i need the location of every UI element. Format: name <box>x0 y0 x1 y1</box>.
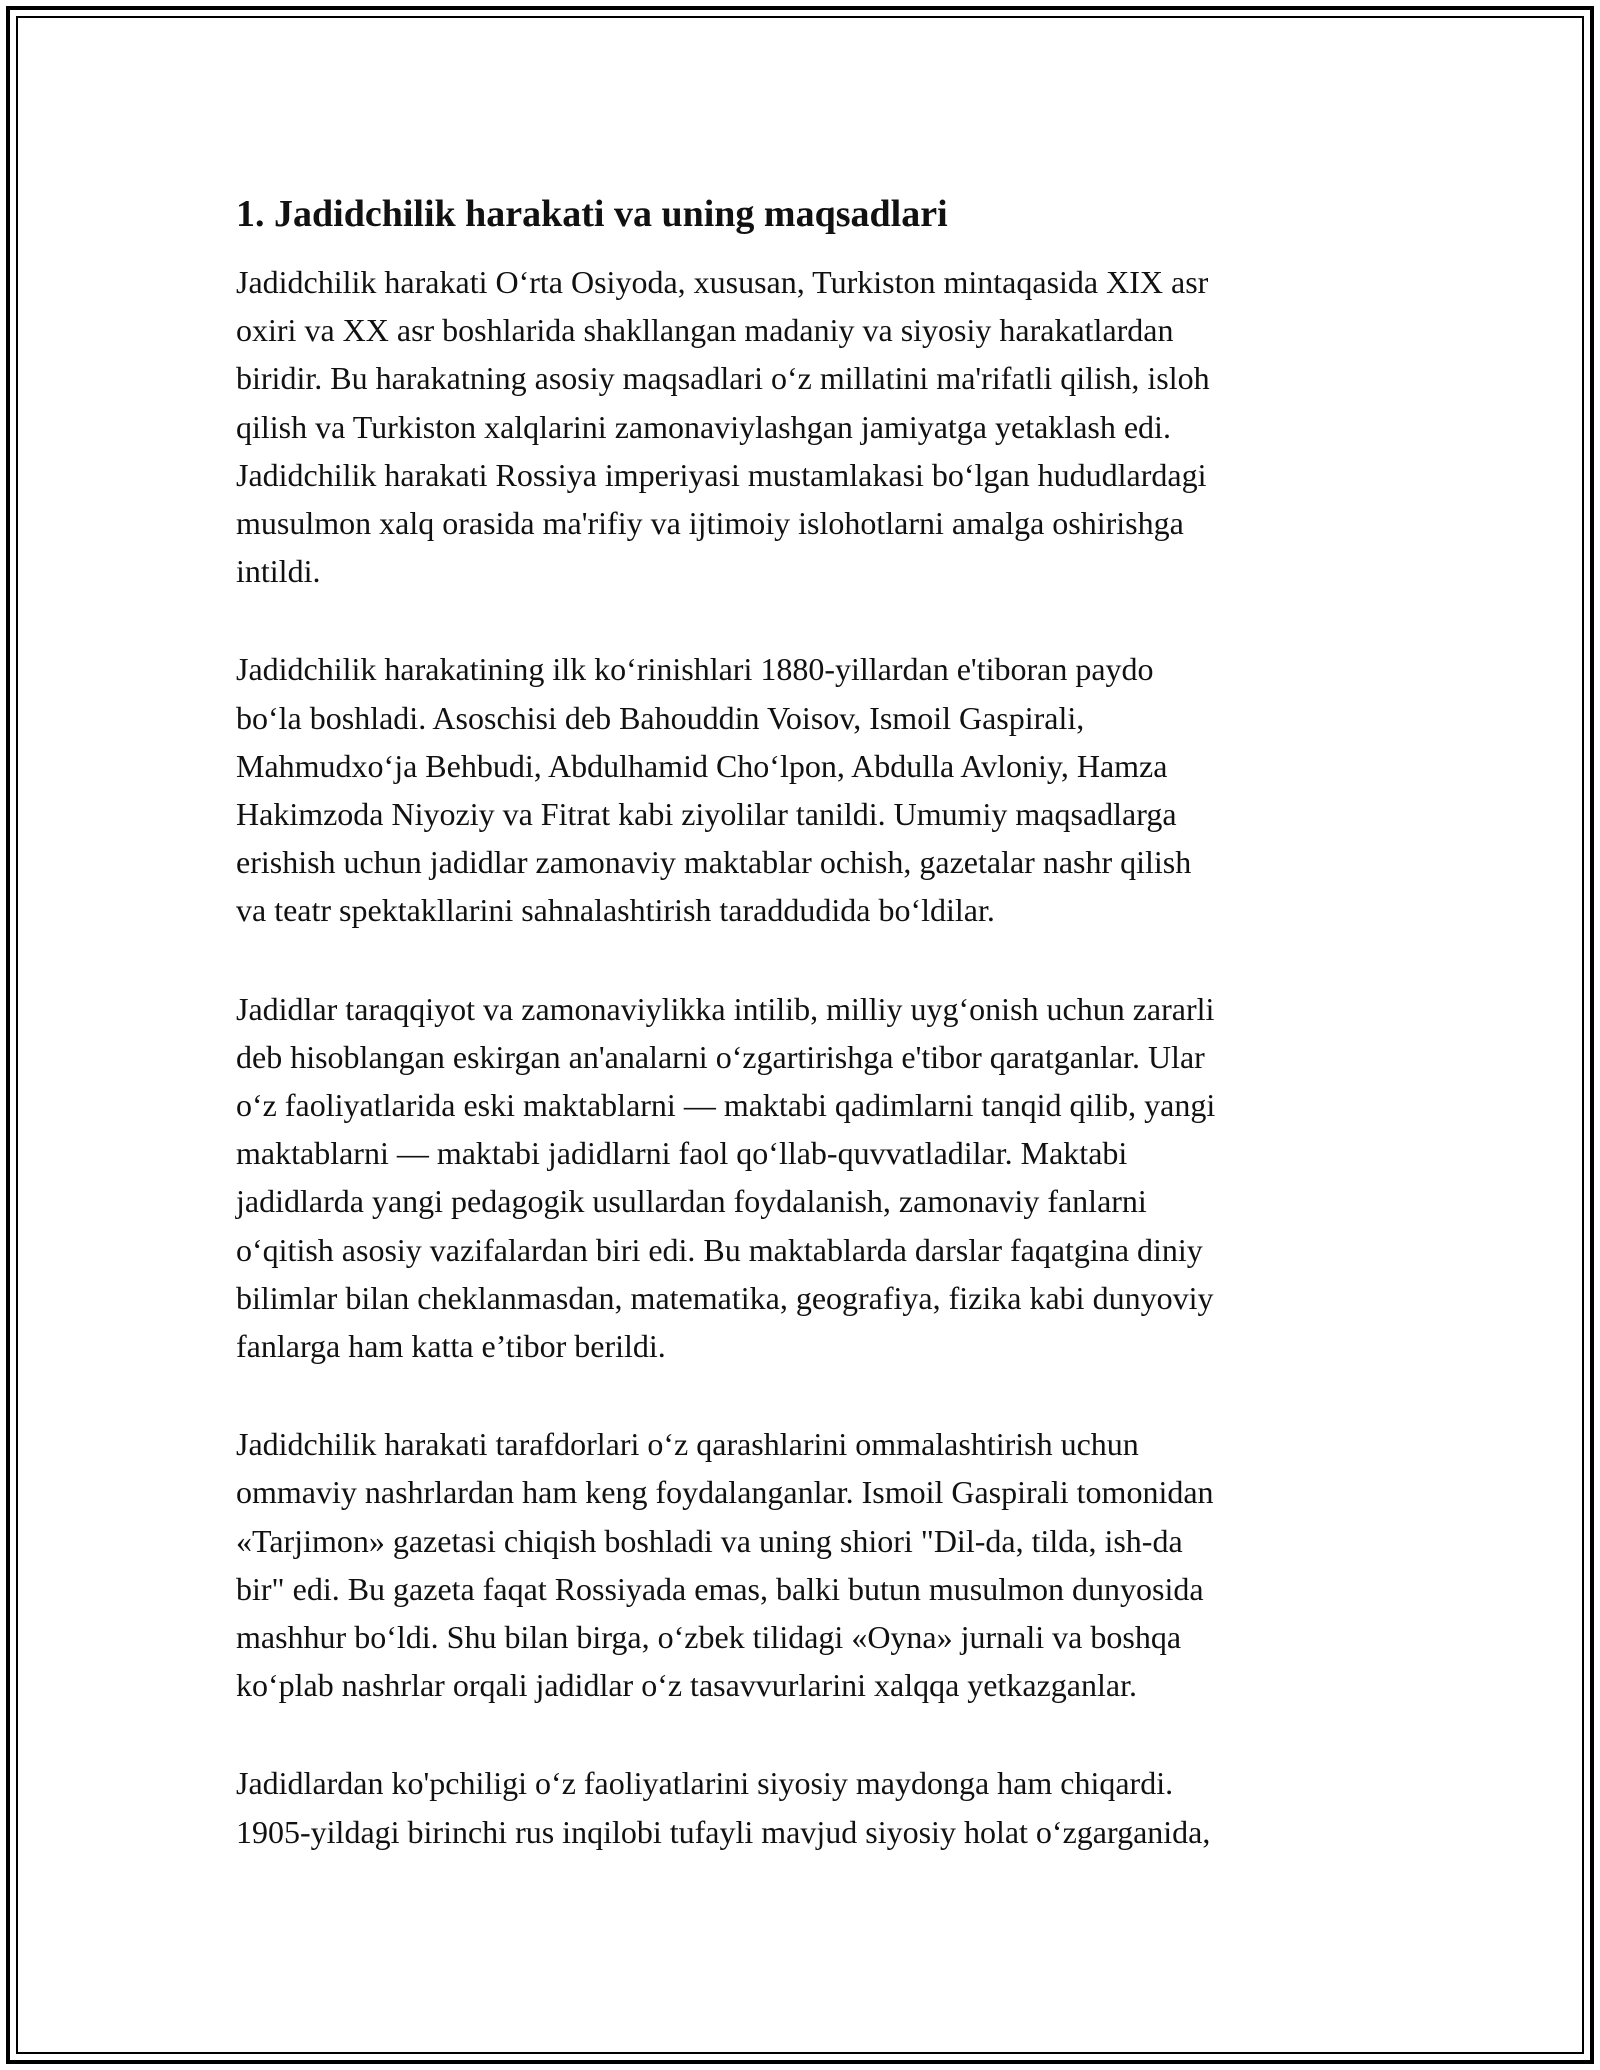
text-line: oxiri va XX asr boshlarida shakllangan madaniy va siyosiy harakatlardan <box>236 312 1174 349</box>
text-line: Jadidchilik harakati O‘rta Osiyoda, xususan, Turkiston mintaqasida XIX asr <box>236 264 1209 300</box>
text-line: deb hisoblangan eskirgan an'analarni o‘zgartirishga e'tibor qaratganlar. Ular <box>236 1038 1205 1075</box>
text-line: qilish va Turkiston xalqlarini zamonaviylashgan jamiyatga yetaklash edi. <box>236 408 1171 445</box>
text-line: jadidlarda yangi pedagogik usullardan foydalanish, zamonaviy fanlarni <box>236 1183 1147 1220</box>
text-line: erishish uchun jadidlar zamonaviy maktablar ochish, gazetalar nashr qilish <box>236 844 1192 881</box>
text-line: Hakimzoda Niyoziy va Fitrat kabi ziyolilar tanildi. Umumiy maqsadlarga <box>236 796 1177 833</box>
text-line: fanlarga ham katta e’tibor berildi. <box>236 1328 666 1365</box>
text-line: 1905-yildagi birinchi rus inqilobi tufayli mavjud siyosiy holat o‘zgarganida, <box>236 1813 1211 1850</box>
text-line: mashhur bo‘ldi. Shu bilan birga, o‘zbek tilidagi «Oyna» jurnali va boshqa <box>236 1619 1182 1656</box>
text-line: Jadidlardan ko'pchiligi o‘z faoliyatlarini siyosiy maydonga ham chiqardi. <box>236 1765 1174 1802</box>
document-body <box>236 188 1356 1906</box>
text-line: Jadidchilik harakati Rossiya imperiyasi mustamlakasi bo‘lgan hududlardagi <box>236 456 1207 493</box>
text-line: «Tarjimon» gazetasi chiqish boshladi va uning shiori "Dil-da, tilda, ish-da <box>236 1522 1183 1559</box>
text-line: musulmon xalq orasida ma'rifiy va ijtimoiy islohotlarni amalga oshirishga <box>236 505 1184 542</box>
text-line: Jadidlar taraqqiyot va zamonaviylikka intilib, milliy uyg‘onish uchun zararli <box>236 990 1215 1027</box>
paragraph-2 <box>236 645 1356 934</box>
text-line: bilimlar bilan cheklanmasdan, matematika, geografiya, fizika kabi dunyoviy <box>236 1279 1214 1316</box>
text-line: ommaviy nashrlardan ham keng foydalanganlar. Ismoil Gaspirali tomonidan <box>236 1474 1214 1511</box>
text-line: intildi. <box>236 553 321 590</box>
text-line: maktablarni — maktabi jadidlarni faol qo‘llab-quvvatladilar. Maktabi <box>236 1135 1128 1172</box>
text-line: bir" edi. Bu gazeta faqat Rossiyada emas, balki butun musulmon dunyosida <box>236 1570 1204 1607</box>
paragraph-1 <box>236 258 1356 595</box>
paragraph-3 <box>236 985 1356 1371</box>
text-line: Jadidchilik harakati tarafdorlari o‘z qarashlarini ommalashtirish uchun <box>236 1426 1139 1463</box>
text-line: biridir. Bu harakatning asosiy maqsadlari o‘z millatini ma'rifatli qilish, isloh <box>236 360 1210 397</box>
text-line: Jadidchilik harakatining ilk ko‘rinishlari 1880-yillardan e'tiboran paydo <box>236 651 1154 688</box>
paragraph-4 <box>236 1420 1356 1709</box>
paragraph-5 <box>236 1759 1356 1855</box>
section-heading: 1. Jadidchilik harakati va uning maqsadlari <box>236 193 948 235</box>
text-line: ko‘plab nashrlar orqali jadidlar o‘z tasavvurlarini xalqqa yetkazganlar. <box>236 1667 1137 1704</box>
text-line: o‘qitish asosiy vazifalardan biri edi. Bu maktablarda darslar faqatgina diniy <box>236 1231 1203 1268</box>
text-line: Mahmudxo‘ja Behbudi, Abdulhamid Cho‘lpon, Abdulla Avloniy, Hamza <box>236 747 1168 784</box>
text-line: va teatr spektakllarini sahnalashtirish taraddudida bo‘ldilar. <box>236 892 995 929</box>
text-line: o‘z faoliyatlarida eski maktablarni — maktabi qadimlarni tanqid qilib, yangi <box>236 1087 1216 1124</box>
text-line: bo‘la boshladi. Asoschisi deb Bahouddin Voisov, Ismoil Gaspirali, <box>236 699 1085 736</box>
